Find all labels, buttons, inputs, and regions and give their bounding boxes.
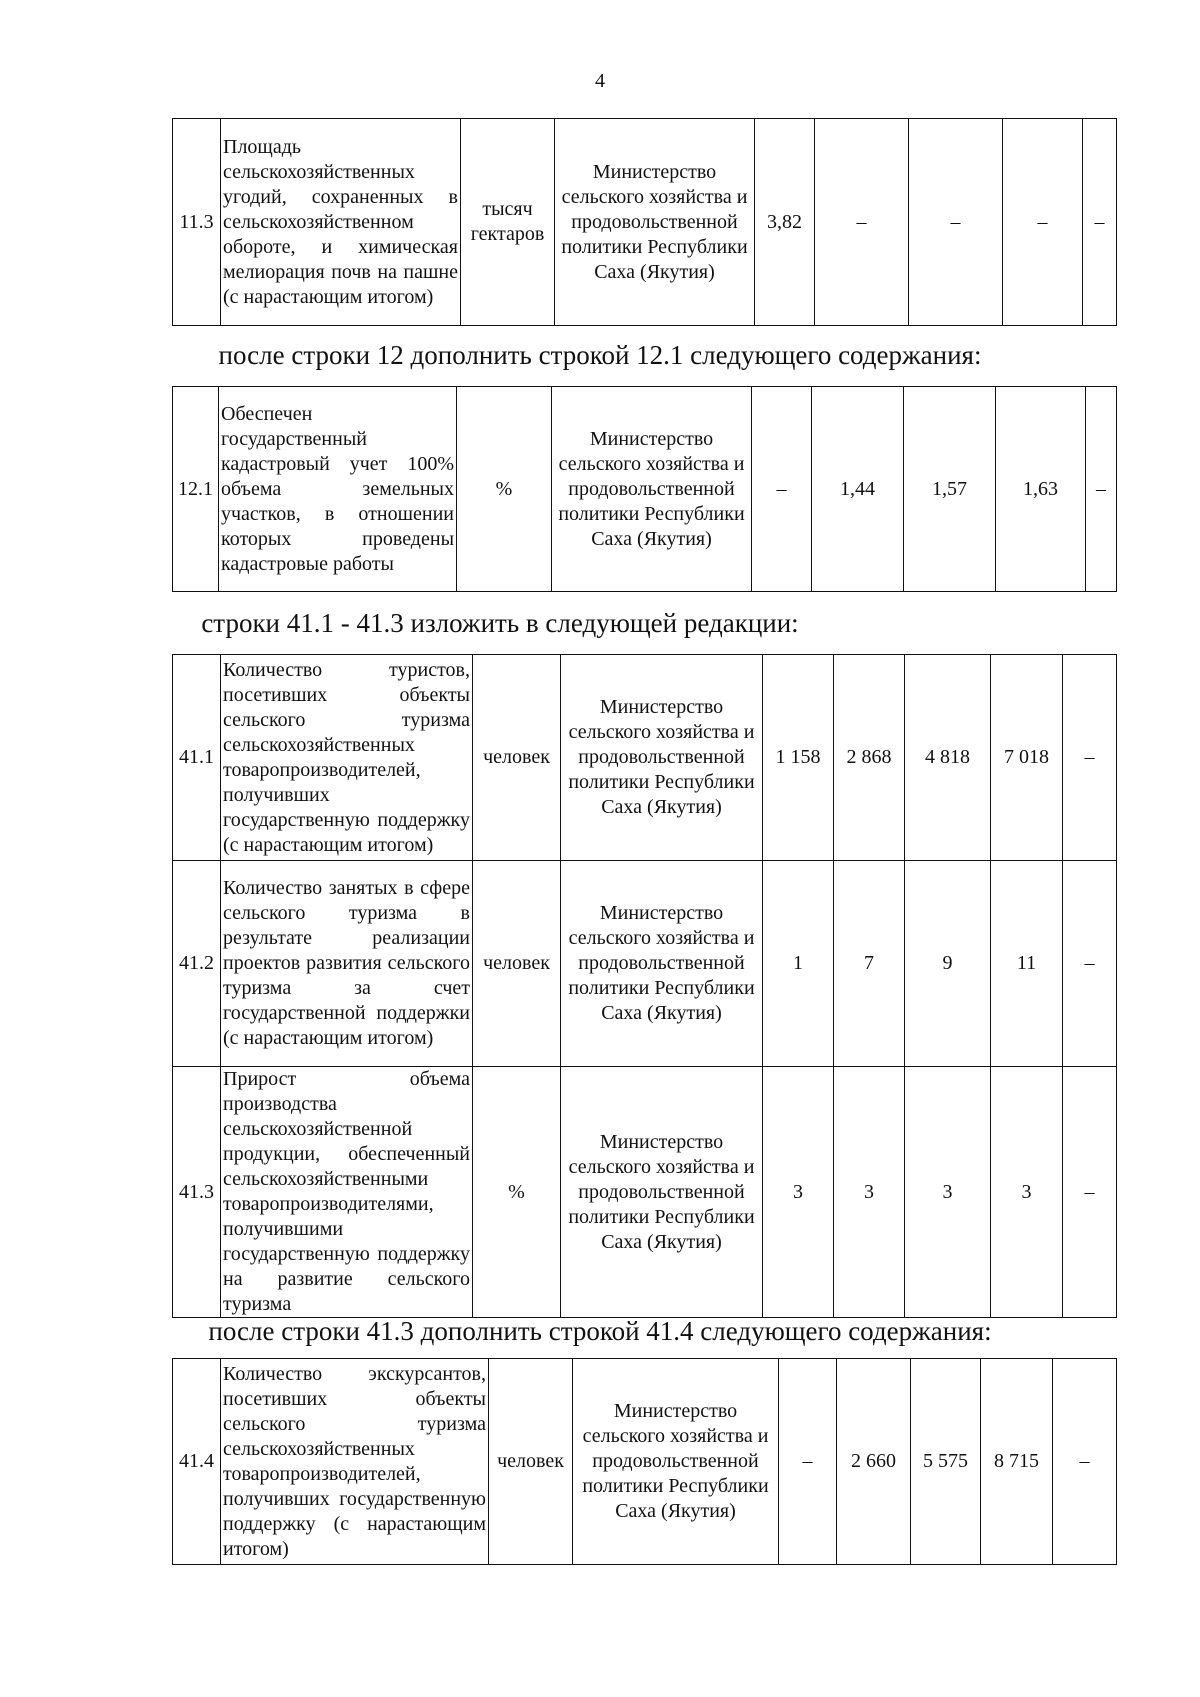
value-cell: 3 — [834, 1067, 905, 1318]
value-cell: 1,57 — [904, 387, 996, 592]
row-number: 41.3 — [173, 1067, 221, 1318]
value-cell: 3 — [905, 1067, 991, 1318]
unit: человек — [473, 655, 561, 861]
row-number: 41.4 — [173, 1359, 221, 1565]
value-cell: 5 575 — [911, 1359, 981, 1565]
unit: человек — [473, 861, 561, 1067]
value-cell: 2 660 — [837, 1359, 911, 1565]
unit: % — [457, 387, 552, 592]
indicator-name: Площадь сельскохозяйственных угодий, сохраненных в сельскохозяйственном обороте, и химическая мелиорация почв на пашне (с нарастающим итогом) — [221, 119, 461, 326]
page-number: 4 — [595, 70, 605, 92]
instruction-after-row-41-3: после строки 41.3 дополнить строкой 41.4 следующего содержания: — [208, 1316, 992, 1346]
unit: человек — [489, 1359, 573, 1565]
responsible-organization: Министерство сельского хозяйства и продовольственной политики Республики Саха (Якутия) — [561, 861, 763, 1067]
value-cell: – — [779, 1359, 837, 1565]
indicator-name: Количество экскурсантов, посетивших объекты сельского туризма сельскохозяйственных товаропроизводителей, получивших государственную поддержку (с нарастающим итогом) — [221, 1359, 489, 1565]
value-cell: 7 018 — [991, 655, 1063, 861]
value-cell: – — [909, 119, 1003, 326]
table-row — [173, 861, 1117, 1067]
responsible-organization: Министерство сельского хозяйства и продовольственной политики Республики Саха (Якутия) — [555, 119, 755, 326]
value-cell: – — [1003, 119, 1083, 326]
value-cell: 1,63 — [996, 387, 1086, 592]
table-row-11-3 — [172, 118, 1117, 326]
responsible-organization: Министерство сельского хозяйства и продовольственной политики Республики Саха (Якутия) — [561, 1067, 763, 1318]
indicator-name: Прирост объема производства сельскохозяйственной продукции, обеспеченный сельскохозяйственными товаропроизводителями, получившими государственную поддержку на развитие сельского туризма — [221, 1067, 473, 1318]
value-cell: 2 868 — [834, 655, 905, 861]
row-number: 12.1 — [173, 387, 219, 592]
value-cell: 9 — [905, 861, 991, 1067]
value-cell: 3 — [763, 1067, 834, 1318]
value-cell: 4 818 — [905, 655, 991, 861]
value-cell: – — [1086, 387, 1117, 592]
value-cell: – — [1083, 119, 1117, 326]
value-cell: – — [752, 387, 812, 592]
value-cell: – — [1063, 655, 1117, 861]
value-cell: 1 158 — [763, 655, 834, 861]
table-row — [173, 655, 1117, 861]
value-cell: – — [815, 119, 909, 326]
table-row-12-1 — [172, 386, 1117, 592]
responsible-organization: Министерство сельского хозяйства и продовольственной политики Республики Саха (Якутия) — [573, 1359, 779, 1565]
value-cell: 1 — [763, 861, 834, 1067]
value-cell: – — [1063, 861, 1117, 1067]
value-cell: 3,82 — [755, 119, 815, 326]
indicator-name: Количество занятых в сфере сельского туризма в результате реализации проектов развития сельского туризма за счет государственной поддержки (с нарастающим итогом) — [221, 861, 473, 1067]
indicator-name: Обеспечен государственный кадастровый учет 100% объема земельных участков, в отношении которых проведены кадастровые работы — [219, 387, 457, 592]
indicator-name: Количество туристов, посетивших объекты сельского туризма сельскохозяйственных товаропроизводителей, получивших государственную поддержку (с нарастающим итогом) — [221, 655, 473, 861]
table-row-41-4 — [172, 1358, 1117, 1565]
unit: тысяч гектаров — [461, 119, 555, 326]
unit: % — [473, 1067, 561, 1318]
responsible-organization: Министерство сельского хозяйства и продовольственной политики Республики Саха (Якутия) — [561, 655, 763, 861]
value-cell: 7 — [834, 861, 905, 1067]
value-cell: 8 715 — [981, 1359, 1053, 1565]
table-rows-41 — [172, 654, 1117, 1318]
instruction-after-row-12: после строки 12 дополнить строкой 12.1 следующего содержания: — [218, 340, 982, 370]
responsible-organization: Министерство сельского хозяйства и продовольственной политики Республики Саха (Якутия) — [552, 387, 752, 592]
value-cell: – — [1063, 1067, 1117, 1318]
value-cell: 1,44 — [812, 387, 904, 592]
row-number: 41.2 — [173, 861, 221, 1067]
row-number: 11.3 — [173, 119, 221, 326]
value-cell: – — [1053, 1359, 1117, 1565]
instruction-rows-41: строки 41.1 - 41.3 изложить в следующей редакции: — [201, 608, 799, 638]
value-cell: 3 — [991, 1067, 1063, 1318]
value-cell: 11 — [991, 861, 1063, 1067]
row-number: 41.1 — [173, 655, 221, 861]
table-row — [173, 1067, 1117, 1318]
